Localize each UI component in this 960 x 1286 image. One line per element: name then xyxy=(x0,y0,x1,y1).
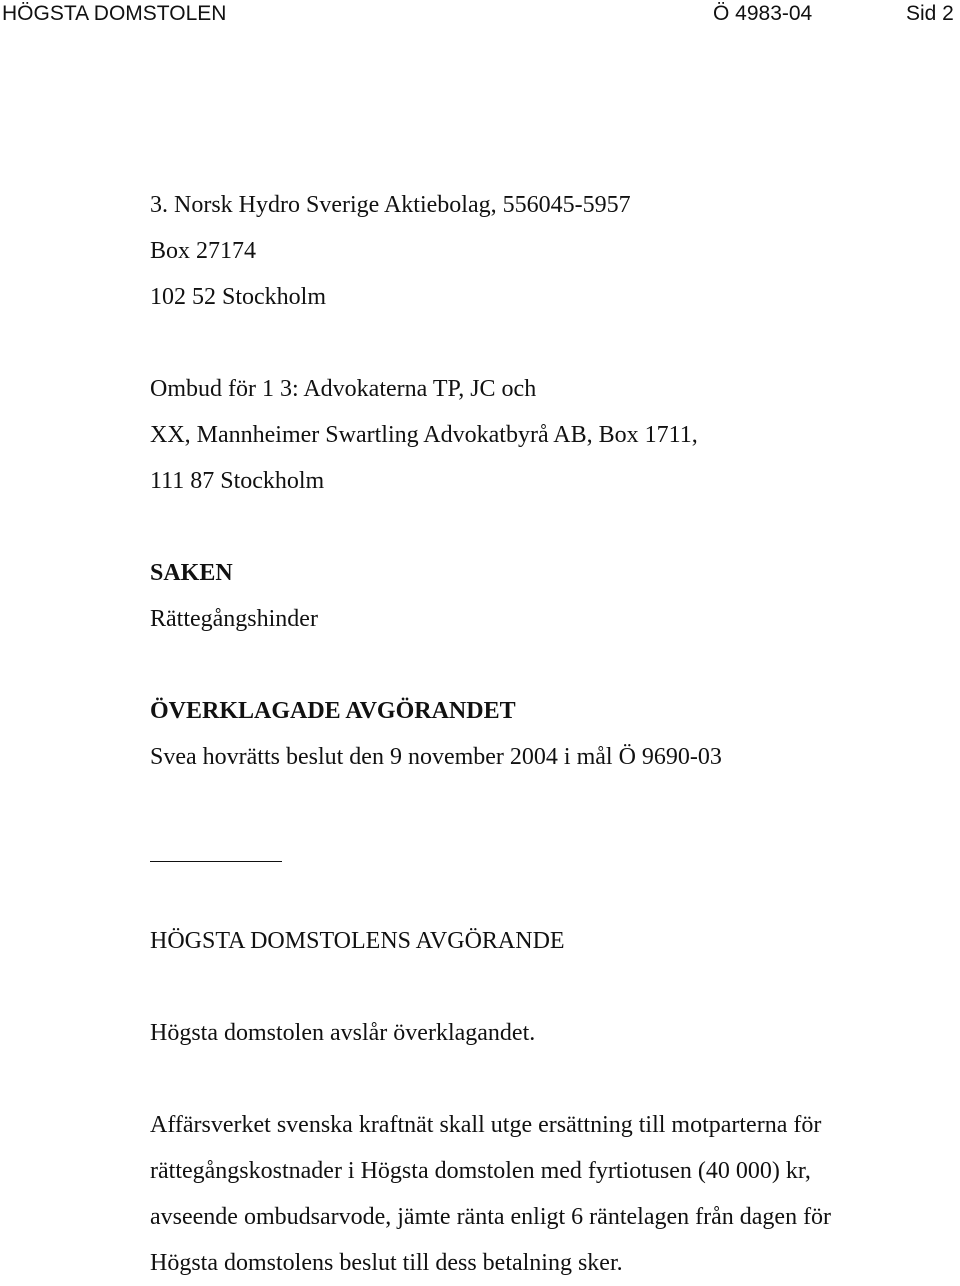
counsel-line-3: 111 87 Stockholm xyxy=(150,468,325,494)
matter-text: Rättegångshinder xyxy=(150,606,318,632)
appealed-decision-text: Svea hovrätts beslut den 9 november 2004 i mål Ö 9690-03 xyxy=(150,744,722,770)
party-box: Box 27174 xyxy=(150,238,257,264)
court-name: HÖGSTA DOMSTOLEN xyxy=(2,2,227,25)
page-number: Sid 2 xyxy=(906,2,954,25)
case-number: Ö 4983-04 xyxy=(713,2,813,25)
party-name: 3. Norsk Hydro Sverige Aktiebolag, 556045-5957 xyxy=(150,192,631,218)
counsel-line-1: Ombud för 1 3: Advokaterna TP, JC och xyxy=(150,376,537,402)
page-header xyxy=(0,0,960,30)
section-separator xyxy=(150,861,282,862)
party-city: 102 52 Stockholm xyxy=(150,284,327,310)
costs-line-2: rättegångskostnader i Högsta domstolen med fyrtiotusen (40 000) kr, xyxy=(150,1158,811,1184)
matter-heading: SAKEN xyxy=(150,560,233,586)
costs-line-3: avseende ombudsarvode, jämte ränta enligt 6 räntelagen från dagen för xyxy=(150,1204,832,1230)
costs-line-1: Affärsverket svenska kraftnät skall utge ersättning till motparterna för xyxy=(150,1112,822,1138)
supreme-court-decision-heading: HÖGSTA DOMSTOLENS AVGÖRANDE xyxy=(150,928,565,954)
counsel-line-2: XX, Mannheimer Swartling Advokatbyrå AB, Box 1711, xyxy=(150,422,698,448)
costs-line-4: Högsta domstolens beslut till dess betalning sker. xyxy=(150,1250,623,1276)
appealed-decision-heading: ÖVERKLAGADE AVGÖRANDET xyxy=(150,698,516,724)
ruling-text: Högsta domstolen avslår överklagandet. xyxy=(150,1020,536,1046)
